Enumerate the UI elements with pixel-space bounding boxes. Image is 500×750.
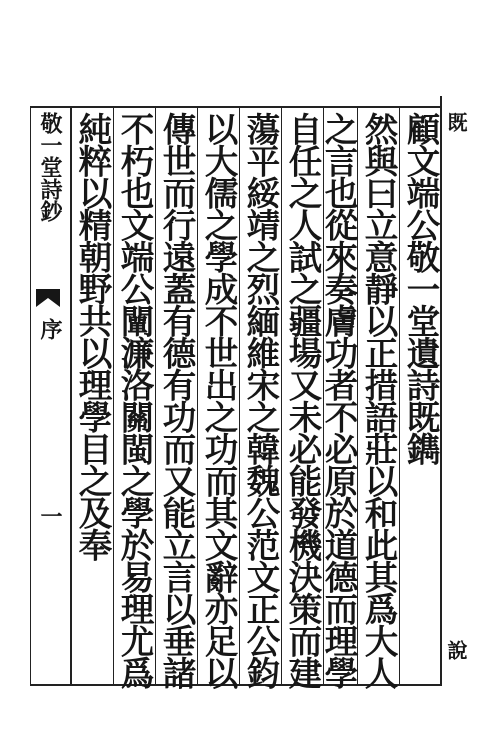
text-column-8: 不朽也文端公闡濂洛關閩之學於易理尤爲 [115,112,154,688]
text-column-6: 以大儒之學成不世出之功而其文辭亦足以 [199,112,238,688]
text-column-5: 蕩平綏靖之烈緬維宋之韓魏公范文正公鈞 [241,112,280,688]
edge-mark-top: 既 [444,112,468,132]
margin-left-rule [30,106,31,686]
text-column-2: 然與曰立意靜以正措語莊以和此其爲大人 [359,112,398,688]
section-label-margin: 序 [37,318,63,340]
text-column-1: 顧文端公敬一堂遺詩既鐫 [401,112,440,464]
edge-mark-bottom: 說 [444,640,468,660]
text-column-9: 純粹以精朝野共以理學目之及奉 [73,112,112,560]
right-border [440,96,442,686]
page-number-margin: 一 [37,505,63,527]
top-border [30,106,440,108]
fish-tail-mark-icon [35,287,61,309]
text-column-3: 之言也從來奏膚功者不必原於道德而理學 [319,112,358,688]
text-column-4: 自任之人試之疆場又未必能發機決策而建 [283,112,322,688]
book-title-margin: 敬一堂詩鈔 [37,112,63,222]
text-column-7: 傳世而行遠蓋有德有功而又能立言以垂諸 [157,112,196,688]
